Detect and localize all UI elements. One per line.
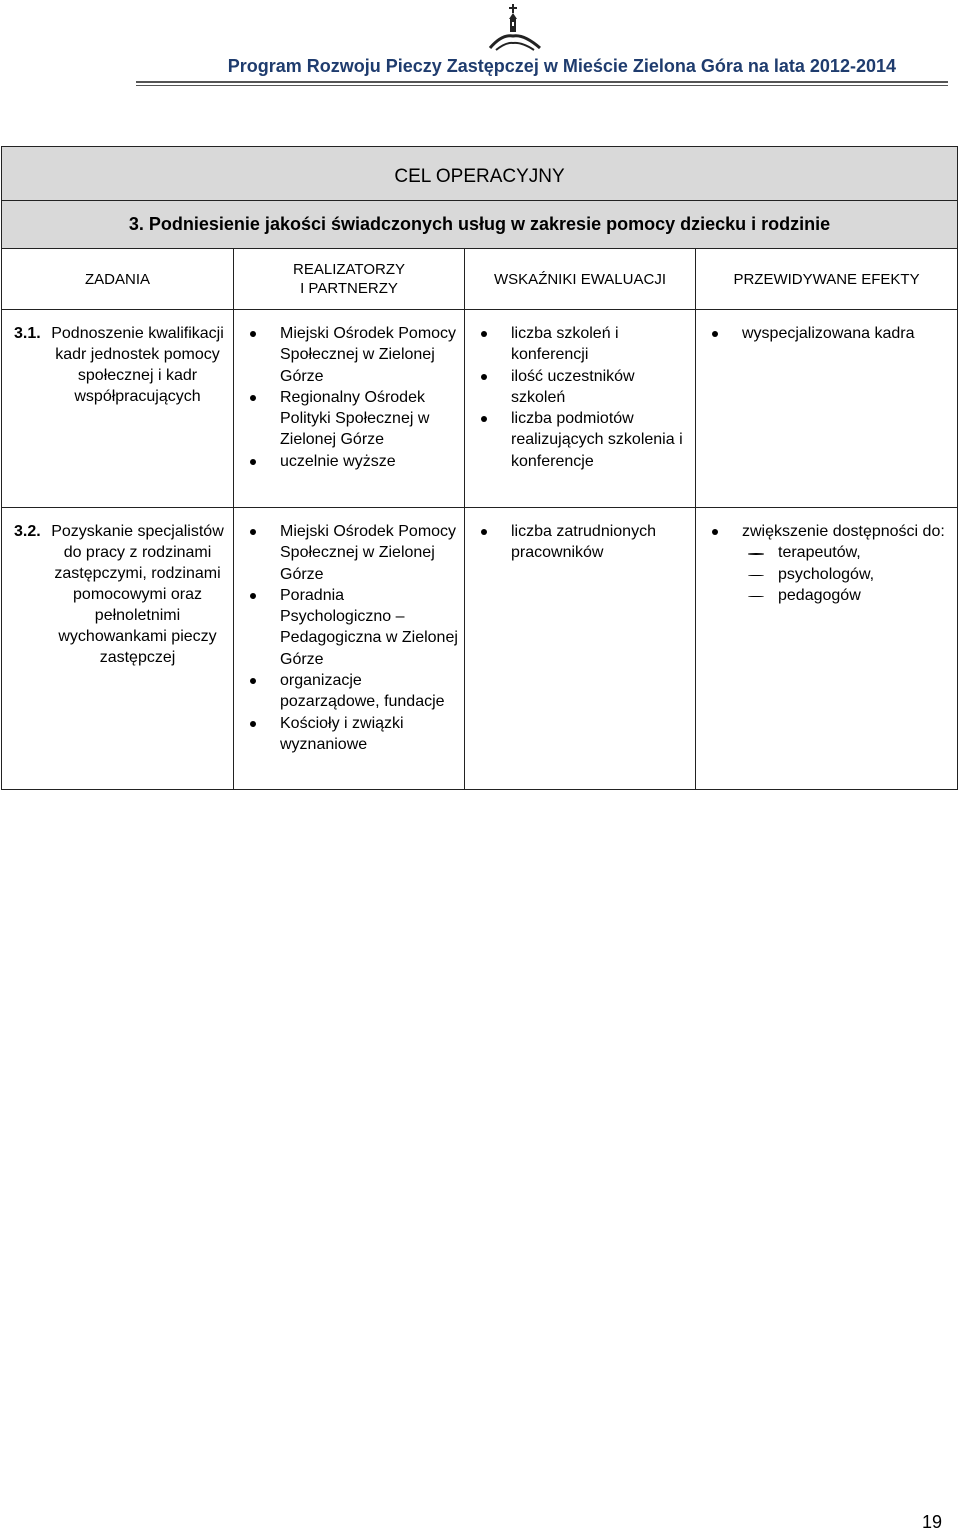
executors-cell: [234, 310, 465, 508]
task-number: 3.2.: [14, 523, 41, 540]
title-underline-thin: [136, 85, 948, 86]
header-effects: [696, 249, 958, 310]
header-tasks-label: ZADANIA: [84, 270, 150, 288]
list-item: Regionalny Ośrodek Polityki Społecznej w Zielonej Górze: [248, 387, 458, 451]
list-item: Poradnia Psychologiczno – Pedagogiczna w Zielonej Górze: [248, 585, 458, 670]
operational-goal-table: [1, 146, 958, 790]
document-title: Program Rozwoju Pieczy Zastępczej w Mieście Zielona Góra na lata 2012-2014: [227, 56, 896, 76]
effects-cell: [696, 310, 958, 508]
effects-lead: zwiększenie dostępności do:: [742, 523, 945, 540]
executors-cell: [234, 508, 465, 790]
task-cell: [2, 508, 234, 790]
list-item: uczelnie wyższe: [248, 451, 458, 472]
sub-list-item: pedagogów: [742, 585, 951, 606]
header-effects-label: PRZEWIDYWANE EFEKTY: [733, 270, 920, 288]
list-item: [710, 521, 951, 606]
header-indicators: [465, 249, 696, 310]
church-tower-logo-icon: [488, 2, 542, 52]
list-item: wyspecjalizowana kadra: [710, 323, 951, 344]
title-underline: [136, 81, 948, 83]
sub-list-item: psychologów,: [742, 564, 951, 585]
task-text: Podnoszenie kwalifikacji kadr jednostek pomocy społecznej i kadr współpracujących: [51, 325, 224, 405]
indicators-cell: [465, 508, 696, 790]
effects-cell: [696, 508, 958, 790]
task-number: 3.1.: [14, 325, 41, 342]
list-item: liczba szkoleń i konferencji: [479, 323, 689, 366]
header-executors-line2: I PARTNERZY: [300, 280, 398, 297]
sub-list-item: terapeutów,: [742, 542, 951, 563]
list-item: ilość uczestników szkoleń: [479, 366, 689, 409]
list-item: liczba zatrudnionych pracowników: [479, 521, 689, 564]
list-item: organizacje pozarządowe, fundacje: [248, 670, 458, 713]
task-cell: [2, 310, 234, 508]
table-row: [2, 310, 958, 508]
indicators-cell: [465, 310, 696, 508]
goal-title: 3. Podniesienie jakości świadczonych usług w zakresie pomocy dziecku i rodzinie: [128, 214, 831, 234]
section-label-cell: [2, 147, 958, 201]
list-item: Kościoły i związki wyznaniowe: [248, 713, 458, 756]
table-row: [2, 508, 958, 790]
goal-cell: [2, 201, 958, 249]
list-item: Miejski Ośrodek Pomocy Społecznej w Zielonej Górze: [248, 521, 458, 585]
task-text: Pozyskanie specjalistów do pracy z rodzinami zastępczymi, rodzinami pomocowymi oraz pełnoletnimi wychowankami pieczy zastępczej: [51, 523, 224, 666]
list-item: liczba podmiotów realizujących szkolenia i konferencje: [479, 408, 689, 472]
page-number: 19: [922, 1512, 943, 1532]
header-tasks: [2, 249, 234, 310]
header-indicators-label: WSKAŹNIKI EWALUACJI: [494, 270, 666, 288]
list-item: Miejski Ośrodek Pomocy Społecznej w Zielonej Górze: [248, 323, 458, 387]
header-executors-line1: REALIZATORZY: [293, 261, 405, 278]
section-label: CEL OPERACYJNY: [394, 165, 565, 187]
header-executors: [234, 249, 465, 310]
